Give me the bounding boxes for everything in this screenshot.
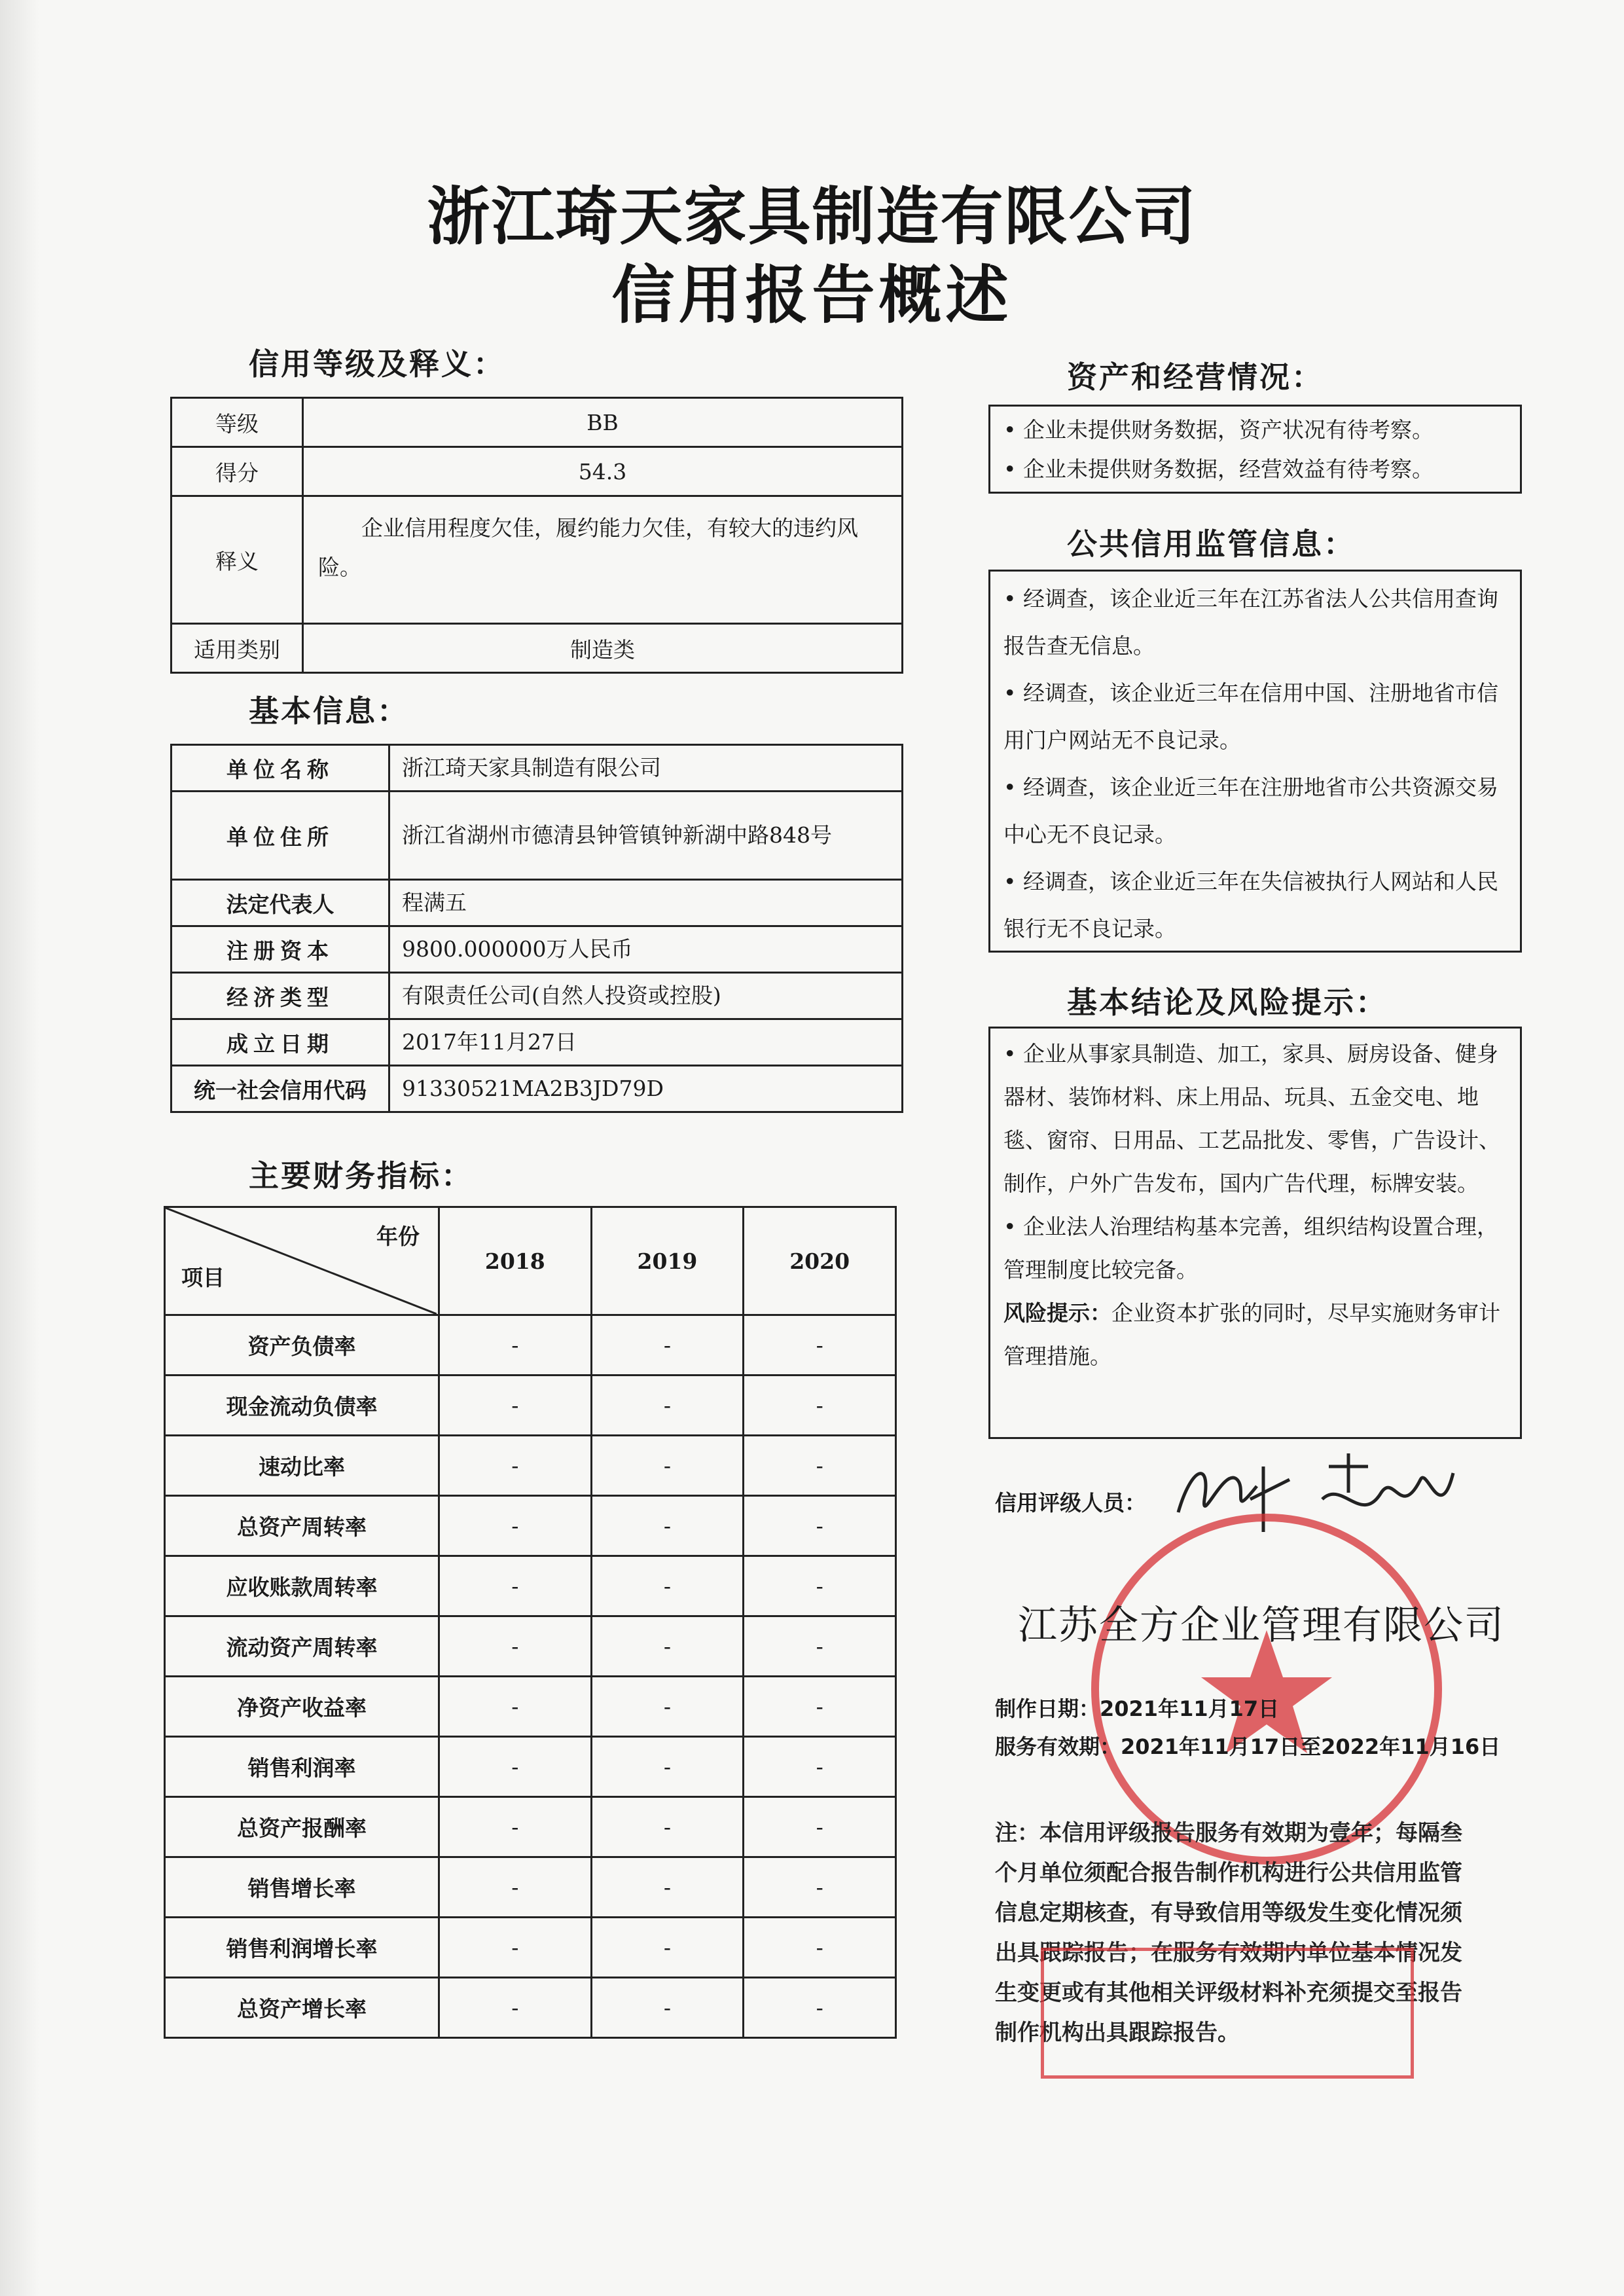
finance-value: - [744, 1737, 896, 1797]
finance-value: - [591, 1918, 744, 1978]
basic-row [171, 1019, 903, 1066]
finance-value: - [591, 1978, 744, 2038]
basic-value: 2017年11月27日 [389, 1019, 903, 1066]
finance-value: - [439, 1315, 592, 1376]
finance-corner-header [165, 1207, 439, 1315]
finance-value: - [439, 1857, 592, 1918]
public-item: • 经调查，该企业近三年在注册地省市公共资源交易中心无不良记录。 [1003, 774, 1498, 847]
basic-label: 单位住所 [171, 792, 389, 880]
report-company-title: 浙江琦天家具制造有限公司 [427, 180, 1197, 253]
finance-indicator: 应收账款周转率 [165, 1556, 439, 1616]
assets-box [988, 405, 1522, 494]
basic-info-table [170, 744, 903, 1113]
basic-label: 统一社会信用代码 [171, 1066, 389, 1112]
basic-label: 法定代表人 [171, 880, 389, 926]
finance-value: - [439, 1556, 592, 1616]
finance-value: - [744, 1918, 896, 1978]
grade-section-heading: 信用等级及释义： [249, 346, 505, 382]
validity-note: 注：本信用评级报告服务有效期为壹年；每隔叁个月单位须配合报告制作机构进行公共信用监管信息定期核查，有导致信用等级发生变化情况须出具跟踪报告；在服务有效期内单位基本情况发生变更或有其他相关评级材料补充须提交至报告制作机构出具跟踪报告。 [995, 1820, 1462, 2046]
finance-value: - [591, 1315, 744, 1376]
finance-value: - [744, 1436, 896, 1496]
finance-value: - [744, 1496, 896, 1556]
grade-meaning-value: 企业信用程度欠佳，履约能力欠佳，有较大的违约风险。 [303, 496, 903, 624]
grade-category-label: 适用类别 [171, 624, 303, 673]
conclusion-item: • 企业从事家具制造、加工，家具、厨房设备、健身器材、装饰材料、床上用品、玩具、五金交电、地毯、窗帘、日用品、工艺品批发、零售，广告设计、制作，户外广告发布，国内广告代理，标牌安装。 [1003, 1041, 1500, 1196]
year-header-2020: 2020 [744, 1207, 896, 1315]
basic-section-heading: 基本信息： [249, 693, 409, 729]
finance-value: - [744, 1616, 896, 1677]
finance-value: - [439, 1797, 592, 1857]
finance-table [164, 1206, 897, 2039]
finance-indicator: 总资产增长率 [165, 1978, 439, 2038]
conclusion-item: • 企业法人治理结构基本完善，组织结构设置合理，管理制度比较完备。 [1003, 1214, 1498, 1283]
year-header-2018: 2018 [439, 1207, 592, 1315]
finance-value: - [439, 1978, 592, 2038]
finance-indicator: 速动比率 [165, 1436, 439, 1496]
finance-value: - [591, 1737, 744, 1797]
issuer-company-name: 江苏全方企业管理有限公司 [1018, 1603, 1505, 1649]
public-credit-box [988, 570, 1522, 953]
finance-row [165, 1677, 896, 1737]
report-subtitle: 信用报告概述 [611, 259, 1013, 332]
basic-label: 成立日期 [171, 1019, 389, 1066]
finance-value: - [439, 1436, 592, 1496]
finance-value: - [744, 1677, 896, 1737]
finance-row [165, 1496, 896, 1556]
finance-row [165, 1315, 896, 1376]
rater-label: 信用评级人员： [995, 1490, 1146, 1516]
finance-value: - [591, 1797, 744, 1857]
finance-value: - [439, 1737, 592, 1797]
grade-category-value: 制造类 [303, 624, 903, 673]
finance-value: - [439, 1918, 592, 1978]
grade-score-label: 得分 [171, 447, 303, 496]
risk-label: 风险提示： [1003, 1300, 1111, 1326]
basic-row [171, 880, 903, 926]
basic-value: 有限责任公司(自然人投资或控股) [389, 973, 903, 1019]
finance-indicator: 净资产收益率 [165, 1677, 439, 1737]
item-axis-header: 项目 [181, 1265, 225, 1290]
conclusion-box [988, 1027, 1522, 1439]
basic-label: 经济类型 [171, 973, 389, 1019]
finance-value: - [591, 1436, 744, 1496]
page-spine-shadow [0, 0, 39, 2296]
finance-row [165, 1797, 896, 1857]
finance-row [165, 1616, 896, 1677]
basic-row [171, 745, 903, 792]
finance-value: - [439, 1496, 592, 1556]
filing-stamp [1041, 1948, 1414, 2079]
finance-value: - [591, 1616, 744, 1677]
finance-value: - [744, 1797, 896, 1857]
basic-value: 9800.000000万人民币 [389, 926, 903, 973]
basic-label: 注册资本 [171, 926, 389, 973]
finance-value: - [744, 1857, 896, 1918]
finance-value: - [591, 1556, 744, 1616]
basic-value: 程满五 [389, 880, 903, 926]
finance-value: - [591, 1857, 744, 1918]
basic-label: 单位名称 [171, 745, 389, 792]
basic-value: 浙江省湖州市德清县钟管镇钟新湖中路848号 [389, 792, 903, 880]
grade-score-value: 54.3 [303, 447, 903, 496]
finance-section-heading: 主要财务指标： [249, 1158, 473, 1194]
grade-level-label: 等级 [171, 398, 303, 447]
finance-indicator: 销售利润率 [165, 1737, 439, 1797]
finance-row [165, 1737, 896, 1797]
basic-row [171, 973, 903, 1019]
finance-row [165, 1978, 896, 2038]
valid-period: 服务有效期：2021年11月17日至2022年11月16日 [995, 1734, 1501, 1759]
finance-indicator: 销售增长率 [165, 1857, 439, 1918]
finance-value: - [591, 1376, 744, 1436]
finance-value: - [591, 1677, 744, 1737]
grade-level-value: BB [303, 398, 903, 447]
finance-value: - [439, 1677, 592, 1737]
public-item: • 经调查，该企业近三年在失信被执行人网站和人民银行无不良记录。 [1003, 869, 1498, 941]
public-item: • 经调查，该企业近三年在江苏省法人公共信用查询报告查无信息。 [1003, 586, 1498, 659]
basic-row [171, 1066, 903, 1112]
risk-text: 企业资本扩张的同时，尽早实施财务审计管理措施。 [1003, 1300, 1500, 1369]
assets-section-heading: 资产和经营情况： [1067, 359, 1324, 395]
finance-value: - [439, 1376, 592, 1436]
public-section-heading: 公共信用监管信息： [1067, 526, 1356, 562]
finance-indicator: 流动资产周转率 [165, 1616, 439, 1677]
basic-row [171, 792, 903, 880]
finance-row [165, 1857, 896, 1918]
assets-item: • 企业未提供财务数据，资产状况有待考察。 [1003, 417, 1434, 443]
grade-meaning-label: 释义 [171, 496, 303, 624]
finance-indicator: 总资产周转率 [165, 1496, 439, 1556]
finance-row [165, 1556, 896, 1616]
finance-row [165, 1436, 896, 1496]
finance-row [165, 1376, 896, 1436]
grade-table [170, 397, 903, 674]
made-date: 制作日期：2021年11月17日 [995, 1696, 1280, 1721]
finance-indicator: 总资产报酬率 [165, 1797, 439, 1857]
finance-value: - [439, 1616, 592, 1677]
finance-value: - [744, 1376, 896, 1436]
finance-indicator: 销售利润增长率 [165, 1918, 439, 1978]
basic-row [171, 926, 903, 973]
conclusion-section-heading: 基本结论及风险提示： [1067, 985, 1388, 1020]
finance-value: - [591, 1496, 744, 1556]
finance-value: - [744, 1978, 896, 2038]
year-axis-header: 年份 [376, 1224, 420, 1249]
basic-value: 91330521MA2B3JD79D [389, 1066, 903, 1112]
assets-item: • 企业未提供财务数据，经营效益有待考察。 [1003, 456, 1434, 482]
public-item: • 经调查，该企业近三年在信用中国、注册地省市信用门户网站无不良记录。 [1003, 680, 1498, 753]
finance-indicator: 现金流动负债率 [165, 1376, 439, 1436]
finance-value: - [744, 1315, 896, 1376]
year-header-2019: 2019 [591, 1207, 744, 1315]
finance-indicator: 资产负债率 [165, 1315, 439, 1376]
finance-value: - [744, 1556, 896, 1616]
finance-row [165, 1918, 896, 1978]
basic-value: 浙江琦天家具制造有限公司 [389, 745, 903, 792]
